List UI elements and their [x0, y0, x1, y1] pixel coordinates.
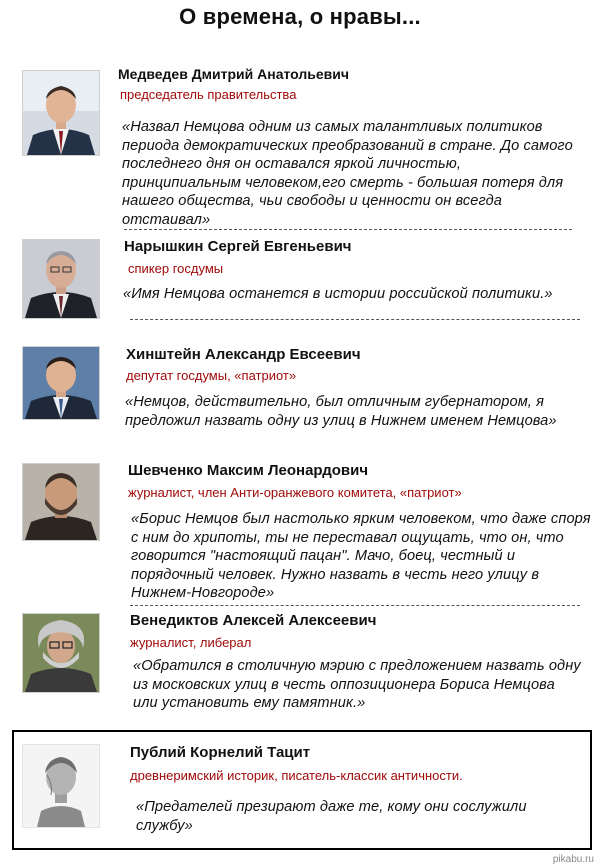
person-role: журналист, либерал [130, 635, 252, 650]
person-role: древнеримский историк, писатель-классик античности. [130, 768, 463, 783]
person-role: депутат госдумы, «патриот» [126, 368, 297, 383]
separator [130, 605, 580, 606]
portrait-photo [22, 463, 100, 541]
person-name: Хинштейн Александр Евсеевич [126, 346, 361, 363]
portrait-photo [22, 70, 100, 156]
person-name: Венедиктов Алексей Алексеевич [130, 612, 377, 629]
person-quote: «Обратился в столичную мэрию с предложением назвать одну из московских улиц в честь оппозиционера Бориса Немцова или установить ему памятник.» [133, 658, 581, 712]
portrait-photo [22, 239, 100, 319]
portrait-photo [22, 613, 100, 693]
portrait-bust-image [22, 744, 100, 828]
person-name: Нарышкин Сергей Евгеньевич [124, 238, 352, 255]
person-quote: «Имя Немцова останется в истории российской политики.» [123, 286, 553, 302]
watermark: pikabu.ru [552, 854, 594, 865]
person-quote: «Борис Немцов был настолько ярким человеком, что даже споря с ним до хрипоты, ты не переставал ощущать, что он, что говорится "настоящий пацан". Мачо, боец, честный и порядочный человек. Нужно назвать в честь него улицу в Нижнем-Новгороде» [131, 511, 591, 602]
person-name: Публий Корнелий Тацит [130, 744, 311, 761]
person-role: председатель правительства [120, 87, 297, 102]
person-name: Шевченко Максим Леонардович [128, 462, 369, 479]
separator [124, 229, 572, 230]
person-role: журналист, член Анти-оранжевого комитета, «патриот» [128, 485, 462, 500]
person-quote: «Немцов, действительно, был отличным губернатором, я предложил назвать одну из улиц в Нижнем именем Немцова» [125, 394, 557, 429]
portrait-photo [22, 346, 100, 420]
person-name: Медведев Дмитрий Анатольевич [118, 66, 350, 82]
person-role: спикер госдумы [128, 261, 224, 276]
page-title: О времена, о нравы... [179, 4, 421, 29]
person-quote: «Назвал Немцова одним из самых талантливых политиков периода демократических преобразований в стране. До самого последнего дня он оставался яркой личностью, принципиальным человеком,его смерть - большая потеря для нашего общества, чьи свободы и ценности он всегда отстаивал» [122, 119, 573, 228]
person-quote: «Предателей презирают даже те, кому они сослужили службу» [136, 799, 527, 834]
separator [130, 319, 580, 320]
